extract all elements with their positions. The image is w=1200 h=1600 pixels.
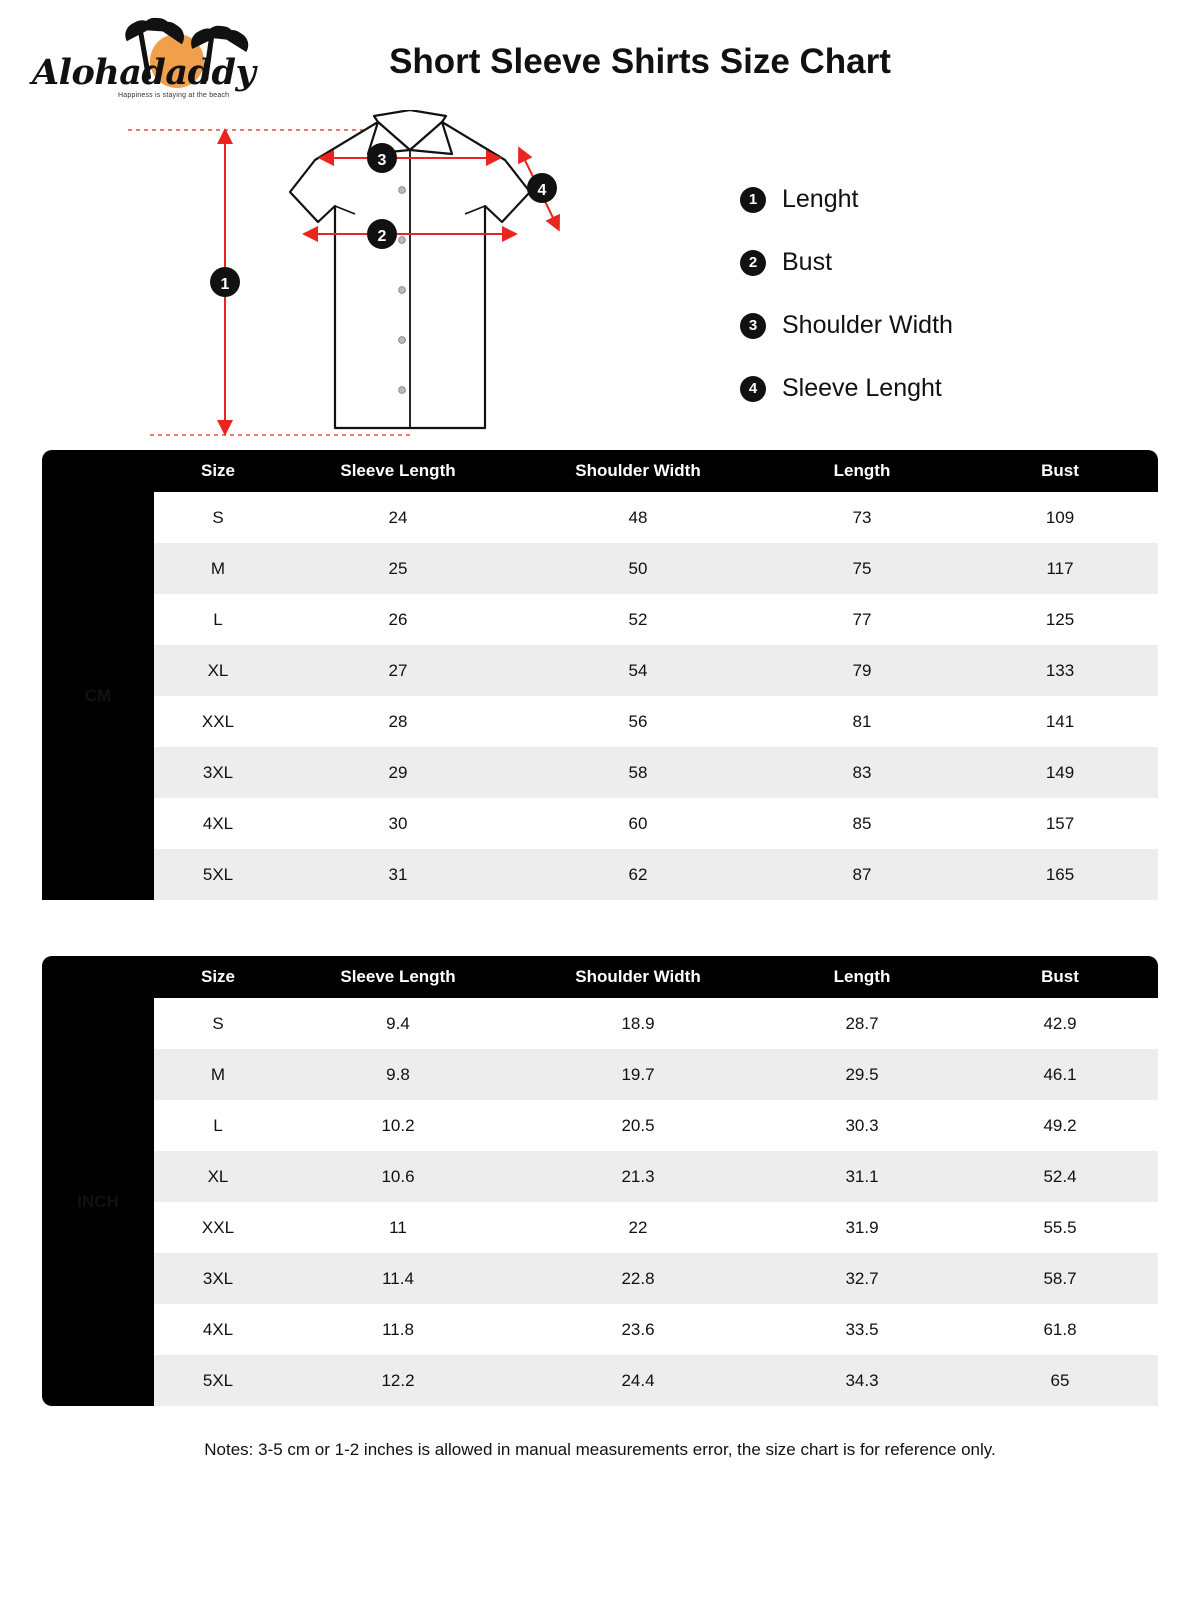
- cell-length: 29.5: [762, 1049, 962, 1100]
- cell-sleeve: 11.8: [282, 1304, 514, 1355]
- cell-size: 4XL: [154, 798, 282, 849]
- cell-sleeve: 10.2: [282, 1100, 514, 1151]
- cell-size: 5XL: [154, 1355, 282, 1406]
- inch-table-block: [42, 956, 1158, 1406]
- cell-length: 85: [762, 798, 962, 849]
- legend-bullet-1: 1: [740, 187, 766, 213]
- cell-length: 87: [762, 849, 962, 900]
- unit-header-inch: [42, 956, 154, 998]
- cell-bust: 61.8: [962, 1304, 1158, 1355]
- svg-text:3: 3: [377, 152, 387, 169]
- table-spacer: [0, 900, 1200, 956]
- cell-shoulder: 22: [514, 1202, 762, 1253]
- notes-text: Notes: 3-5 cm or 1-2 inches is allowed in manual measurements error, the size chart is for reference only.: [204, 1440, 996, 1459]
- cell-shoulder: 22.8: [514, 1253, 762, 1304]
- legend-label-3: Shoulder Width: [782, 311, 953, 339]
- brand-tagline: Happiness is staying at the beach: [118, 92, 230, 99]
- legend-bullet-2: 2: [740, 250, 766, 276]
- cell-sleeve: 10.6: [282, 1151, 514, 1202]
- table-row: [42, 594, 1158, 645]
- column-header-bust: Bust: [962, 450, 1158, 492]
- legend-item-bust: [740, 231, 1160, 294]
- cell-sleeve: 30: [282, 798, 514, 849]
- cell-bust: 65: [962, 1355, 1158, 1406]
- cell-size: XXL: [154, 1202, 282, 1253]
- column-header-length: Length: [762, 450, 962, 492]
- legend-list: [740, 168, 1160, 420]
- unit-cell-inch: INCH: [42, 998, 154, 1406]
- cell-sleeve: 29: [282, 747, 514, 798]
- cell-bust: 49.2: [962, 1100, 1158, 1151]
- cell-shoulder: 50: [514, 543, 762, 594]
- cell-length: 30.3: [762, 1100, 962, 1151]
- cell-bust: 149: [962, 747, 1158, 798]
- column-header-bust: Bust: [962, 956, 1158, 998]
- cell-size: S: [154, 998, 282, 1049]
- cell-sleeve: 31: [282, 849, 514, 900]
- legend-item-length: [740, 168, 1160, 231]
- cell-bust: 46.1: [962, 1049, 1158, 1100]
- cm-size-table: [42, 450, 1158, 900]
- cell-bust: 109: [962, 492, 1158, 543]
- cell-size: M: [154, 543, 282, 594]
- cell-sleeve: 9.8: [282, 1049, 514, 1100]
- cell-length: 77: [762, 594, 962, 645]
- cell-sleeve: 24: [282, 492, 514, 543]
- legend-item-shoulder-width: [740, 294, 1160, 357]
- cell-shoulder: 19.7: [514, 1049, 762, 1100]
- page-title: Short Sleeve Shirts Size Chart: [389, 42, 891, 81]
- cell-size: 5XL: [154, 849, 282, 900]
- table-row: [42, 1100, 1158, 1151]
- cell-sleeve: 9.4: [282, 998, 514, 1049]
- cell-shoulder: 23.6: [514, 1304, 762, 1355]
- cell-bust: 42.9: [962, 998, 1158, 1049]
- cell-shoulder: 48: [514, 492, 762, 543]
- cell-bust: 117: [962, 543, 1158, 594]
- cell-length: 73: [762, 492, 962, 543]
- svg-text:1: 1: [220, 276, 230, 293]
- table-row: [42, 798, 1158, 849]
- cell-shoulder: 20.5: [514, 1100, 762, 1151]
- cell-bust: 157: [962, 798, 1158, 849]
- table-row: [42, 1253, 1158, 1304]
- column-header-shoulder-width: Shoulder Width: [514, 956, 762, 998]
- cell-size: M: [154, 1049, 282, 1100]
- unit-cell-cm: CM: [42, 492, 154, 900]
- cell-bust: 125: [962, 594, 1158, 645]
- table-row: [42, 1151, 1158, 1202]
- table-row: [42, 543, 1158, 594]
- cell-sleeve: 12.2: [282, 1355, 514, 1406]
- cell-length: 75: [762, 543, 962, 594]
- cell-size: XXL: [154, 696, 282, 747]
- cell-bust: 52.4: [962, 1151, 1158, 1202]
- measurement-diagram: [0, 110, 1200, 450]
- cell-size: 3XL: [154, 1253, 282, 1304]
- table-row: [42, 645, 1158, 696]
- inch-size-table: [42, 956, 1158, 1406]
- cell-size: L: [154, 594, 282, 645]
- table-header-row: [42, 450, 1158, 492]
- cell-shoulder: 21.3: [514, 1151, 762, 1202]
- unit-header-cm: [42, 450, 154, 492]
- legend-item-sleeve-length: [740, 357, 1160, 420]
- svg-text:4: 4: [537, 182, 547, 199]
- brand-name: Alohadaddy: [32, 52, 256, 93]
- table-row: [42, 998, 1158, 1049]
- cell-length: 31.1: [762, 1151, 962, 1202]
- cell-length: 32.7: [762, 1253, 962, 1304]
- cell-sleeve: 28: [282, 696, 514, 747]
- cell-shoulder: 62: [514, 849, 762, 900]
- legend-label-1: Lenght: [782, 185, 859, 213]
- column-header-size: Size: [154, 956, 282, 998]
- table-row: [42, 1202, 1158, 1253]
- cell-sleeve: 25: [282, 543, 514, 594]
- cell-length: 34.3: [762, 1355, 962, 1406]
- cell-sleeve: 27: [282, 645, 514, 696]
- cm-table-body: [42, 492, 1158, 900]
- page-header: [0, 0, 1200, 110]
- cell-length: 79: [762, 645, 962, 696]
- column-header-sleeve-length: Sleeve Length: [282, 956, 514, 998]
- cell-shoulder: 56: [514, 696, 762, 747]
- cell-length: 33.5: [762, 1304, 962, 1355]
- cell-length: 81: [762, 696, 962, 747]
- cell-shoulder: 58: [514, 747, 762, 798]
- cell-size: XL: [154, 645, 282, 696]
- column-header-length: Length: [762, 956, 962, 998]
- cell-shoulder: 60: [514, 798, 762, 849]
- inch-table-body: [42, 998, 1158, 1406]
- shirt-illustration: [110, 110, 630, 450]
- legend-label-2: Bust: [782, 248, 833, 276]
- cell-bust: 165: [962, 849, 1158, 900]
- table-row: [42, 492, 1158, 543]
- column-header-sleeve-length: Sleeve Length: [282, 450, 514, 492]
- cell-size: S: [154, 492, 282, 543]
- cell-size: L: [154, 1100, 282, 1151]
- cell-sleeve: 11.4: [282, 1253, 514, 1304]
- table-row: [42, 1355, 1158, 1406]
- legend-bullet-3: 3: [740, 313, 766, 339]
- cell-bust: 58.7: [962, 1253, 1158, 1304]
- column-header-size: Size: [154, 450, 282, 492]
- table-row: [42, 747, 1158, 798]
- cell-bust: 55.5: [962, 1202, 1158, 1253]
- cell-sleeve: 11: [282, 1202, 514, 1253]
- cell-bust: 133: [962, 645, 1158, 696]
- cell-bust: 141: [962, 696, 1158, 747]
- table-row: [42, 1304, 1158, 1355]
- svg-text:2: 2: [377, 228, 387, 245]
- cell-shoulder: 24.4: [514, 1355, 762, 1406]
- table-row: [42, 849, 1158, 900]
- cell-shoulder: 54: [514, 645, 762, 696]
- legend-label-4: Sleeve Lenght: [782, 374, 942, 402]
- cell-size: 3XL: [154, 747, 282, 798]
- table-row: [42, 1049, 1158, 1100]
- cell-sleeve: 26: [282, 594, 514, 645]
- column-header-shoulder-width: Shoulder Width: [514, 450, 762, 492]
- cell-length: 28.7: [762, 998, 962, 1049]
- cell-length: 31.9: [762, 1202, 962, 1253]
- cell-shoulder: 18.9: [514, 998, 762, 1049]
- table-header-row: [42, 956, 1158, 998]
- cell-size: XL: [154, 1151, 282, 1202]
- cell-length: 83: [762, 747, 962, 798]
- cm-table-block: [42, 450, 1158, 900]
- legend-bullet-4: 4: [740, 376, 766, 402]
- table-row: [42, 696, 1158, 747]
- cell-shoulder: 52: [514, 594, 762, 645]
- cell-size: 4XL: [154, 1304, 282, 1355]
